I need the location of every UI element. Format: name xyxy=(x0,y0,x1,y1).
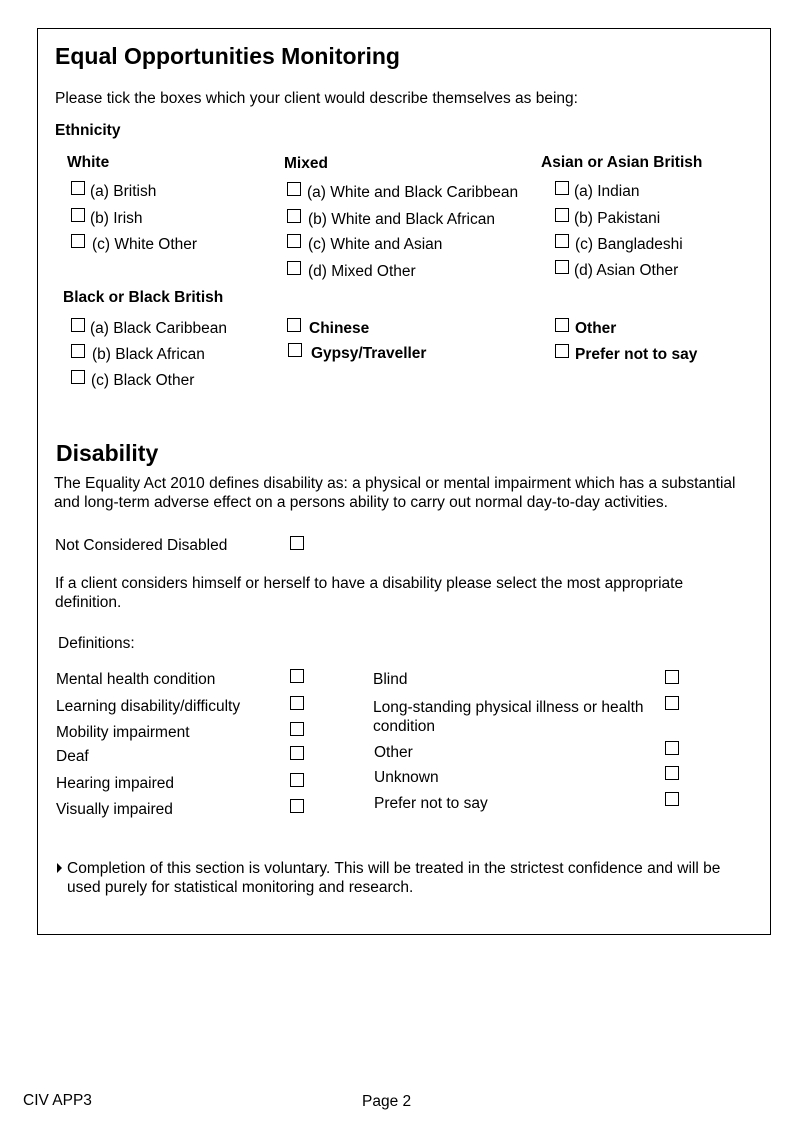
not-considered-label: Not Considered Disabled xyxy=(55,537,228,554)
checkbox-mixed-white-black-african[interactable] xyxy=(287,209,301,223)
option-label: (a) White and Black Caribbean xyxy=(307,184,519,201)
checkbox-white-irish[interactable] xyxy=(71,208,85,222)
checkbox-mixed-white-asian[interactable] xyxy=(287,234,301,248)
checkbox-long-standing-illness[interactable] xyxy=(665,696,679,710)
option-label: (c) Black Other xyxy=(91,372,195,389)
checkbox-visually-impaired[interactable] xyxy=(290,799,304,813)
checkbox-white-british[interactable] xyxy=(71,181,85,195)
option-label: (b) Black African xyxy=(92,346,205,363)
checkbox-black-african[interactable] xyxy=(71,344,85,358)
option-label: (b) White and Black African xyxy=(308,211,495,228)
checkbox-mobility-impairment[interactable] xyxy=(290,722,304,736)
checkbox-black-other[interactable] xyxy=(71,370,85,384)
definition-label: Visually impaired xyxy=(56,801,173,818)
definition-label: Blind xyxy=(373,671,408,688)
option-label: (a) British xyxy=(90,183,157,200)
definition-label: Hearing impaired xyxy=(56,775,175,792)
checkbox-mixed-white-black-caribbean[interactable] xyxy=(287,182,301,196)
form-code: CIV APP3 xyxy=(23,1092,92,1109)
checkbox-asian-bangladeshi[interactable] xyxy=(555,234,569,248)
checkbox-deaf[interactable] xyxy=(290,746,304,760)
checkbox-white-other[interactable] xyxy=(71,234,85,248)
footnote-text: Completion of this section is voluntary. This will be treated in the strictest confidence and will be used purely for statistical monitoring and research. xyxy=(67,860,721,896)
black-heading: Black or Black British xyxy=(63,289,224,306)
option-label: Prefer not to say xyxy=(575,346,698,363)
mixed-heading: Mixed xyxy=(284,155,328,172)
checkbox-disability-other[interactable] xyxy=(665,741,679,755)
checkbox-mental-health[interactable] xyxy=(290,669,304,683)
select-definition-text: If a client considers himself or herself to have a disability please select the most appropriate definition. xyxy=(55,575,684,611)
definition-label: Prefer not to say xyxy=(374,795,488,812)
checkbox-asian-other[interactable] xyxy=(555,260,569,274)
option-label: (c) White Other xyxy=(92,236,198,253)
option-label: (b) Pakistani xyxy=(574,210,661,227)
asian-heading: Asian or Asian British xyxy=(541,154,703,171)
page-number: Page 2 xyxy=(362,1093,412,1110)
checkbox-mixed-other[interactable] xyxy=(287,261,301,275)
option-label: Other xyxy=(575,320,617,337)
definition-label: Unknown xyxy=(374,769,439,786)
disability-heading: Disability xyxy=(56,440,159,466)
disability-definition-text: The Equality Act 2010 defines disability as: a physical or mental impairment which has a substantial and long-term adverse effect on a persons ability to carry out normal day-to-day activities. xyxy=(54,475,736,511)
checkbox-disability-prefer-not[interactable] xyxy=(665,792,679,806)
checkbox-ethnicity-prefer-not[interactable] xyxy=(555,344,569,358)
white-heading: White xyxy=(67,154,110,171)
checkbox-black-caribbean[interactable] xyxy=(71,318,85,332)
definition-label: Deaf xyxy=(56,748,89,765)
checkbox-unknown[interactable] xyxy=(665,766,679,780)
definition-label: Learning disability/difficulty xyxy=(56,698,241,715)
option-label: Chinese xyxy=(309,320,370,337)
checkbox-ethnicity-other[interactable] xyxy=(555,318,569,332)
instruction-text: Please tick the boxes which your client would describe themselves as being: xyxy=(55,90,578,107)
checkbox-hearing-impaired[interactable] xyxy=(290,773,304,787)
option-label: (a) Black Caribbean xyxy=(90,320,227,337)
checkbox-learning-disability[interactable] xyxy=(290,696,304,710)
checkbox-blind[interactable] xyxy=(665,670,679,684)
checkbox-asian-pakistani[interactable] xyxy=(555,208,569,222)
definition-label: Mental health condition xyxy=(56,671,216,688)
checkbox-gypsy-traveller[interactable] xyxy=(288,343,302,357)
definition-label: Other xyxy=(374,744,413,761)
checkbox-asian-indian[interactable] xyxy=(555,181,569,195)
option-label: (c) Bangladeshi xyxy=(575,236,683,253)
option-label: (c) White and Asian xyxy=(308,236,443,253)
checkbox-not-considered-disabled[interactable] xyxy=(290,536,304,550)
definitions-label: Definitions: xyxy=(58,635,135,652)
option-label: (d) Mixed Other xyxy=(308,263,416,280)
option-label: (d) Asian Other xyxy=(574,262,679,279)
ethnicity-heading: Ethnicity xyxy=(55,122,121,139)
option-label: Gypsy/Traveller xyxy=(311,345,427,362)
checkbox-chinese[interactable] xyxy=(287,318,301,332)
option-label: (b) Irish xyxy=(90,210,143,227)
bullet-arrow-icon xyxy=(57,863,62,873)
definition-label: Mobility impairment xyxy=(56,724,190,741)
definition-label: Long-standing physical illness or health condition xyxy=(373,699,644,735)
page-title: Equal Opportunities Monitoring xyxy=(55,43,400,69)
option-label: (a) Indian xyxy=(574,183,640,200)
